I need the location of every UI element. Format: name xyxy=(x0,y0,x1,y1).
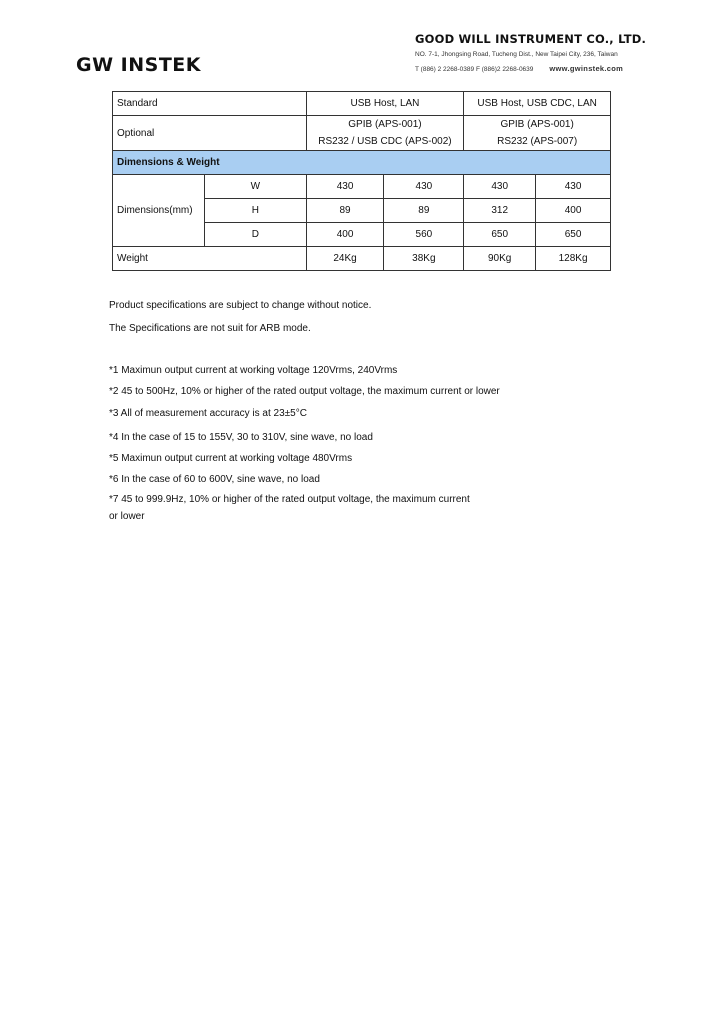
company-name: GOOD WILL INSTRUMENT CO., LTD. xyxy=(415,32,647,46)
dim-value: 89 xyxy=(384,199,464,223)
footnote: *4 In the case of 15 to 155V, 30 to 310V, sine wave, no load xyxy=(109,432,373,443)
section-title: Dimensions & Weight xyxy=(113,151,611,175)
optional-value-2-line2: RS232 (APS-007) xyxy=(497,136,578,147)
dim-value: 89 xyxy=(306,199,384,223)
optional-value-1-line2: RS232 / USB CDC (APS-002) xyxy=(318,136,452,147)
weight-label: Weight xyxy=(113,247,307,271)
table-row xyxy=(113,247,611,271)
note-text: The Specifications are not suit for ARB mode. xyxy=(109,323,311,334)
weight-value: 38Kg xyxy=(384,247,464,271)
optional-value-1 xyxy=(306,116,464,151)
optional-value-2-line1: GPIB (APS-001) xyxy=(500,119,574,130)
dim-value: 650 xyxy=(536,223,611,247)
dim-value: 430 xyxy=(384,175,464,199)
dim-axis: W xyxy=(204,175,306,199)
dim-value: 430 xyxy=(464,175,536,199)
dim-value: 400 xyxy=(536,199,611,223)
weight-value: 90Kg xyxy=(464,247,536,271)
standard-label: Standard xyxy=(113,92,307,116)
website-link[interactable]: www.gwinstek.com xyxy=(549,64,624,73)
phone-fax: T (886) 2 2268-0389 F (886)2 2268-0639 xyxy=(415,66,534,73)
table-row xyxy=(113,92,611,116)
footnote: *5 Maximun output current at working voltage 480Vrms xyxy=(109,453,353,464)
note-text: Product specifications are subject to change without notice. xyxy=(109,300,372,311)
weight-value: 24Kg xyxy=(306,247,384,271)
dimensions-label: Dimensions(mm) xyxy=(113,175,205,247)
dim-value: 312 xyxy=(464,199,536,223)
optional-value-1-line1: GPIB (APS-001) xyxy=(348,119,422,130)
dim-value: 400 xyxy=(306,223,384,247)
footnote: *1 Maximun output current at working voltage 120Vrms, 240Vrms xyxy=(109,365,398,376)
dim-axis: H xyxy=(204,199,306,223)
weight-value: 128Kg xyxy=(536,247,611,271)
footnote: *3 All of measurement accuracy is at 23±5°C xyxy=(109,408,307,419)
footnote: *6 In the case of 60 to 600V, sine wave, no load xyxy=(109,474,320,485)
dim-value: 560 xyxy=(384,223,464,247)
dim-value: 430 xyxy=(536,175,611,199)
optional-value-2 xyxy=(464,116,611,151)
company-header xyxy=(415,32,660,73)
table-row xyxy=(113,151,611,175)
dim-value: 430 xyxy=(306,175,384,199)
dim-value: 650 xyxy=(464,223,536,247)
spec-table xyxy=(112,91,611,271)
optional-label: Optional xyxy=(113,116,307,151)
standard-value-1: USB Host, LAN xyxy=(306,92,464,116)
footnote: or lower xyxy=(109,511,145,522)
footnote: *7 45 to 999.9Hz, 10% or higher of the rated output voltage, the maximum current xyxy=(109,494,470,505)
company-address: NO. 7-1, Jhongsing Road, Tucheng Dist., New Taipei City, 236, Taiwan xyxy=(415,51,618,58)
footnote: *2 45 to 500Hz, 10% or higher of the rated output voltage, the maximum current or lower xyxy=(109,386,500,397)
company-contact xyxy=(415,64,660,73)
company-logo: GW INSTEK xyxy=(76,54,201,76)
table-row xyxy=(113,175,611,199)
table-row xyxy=(113,116,611,151)
dim-axis: D xyxy=(204,223,306,247)
standard-value-2: USB Host, USB CDC, LAN xyxy=(464,92,611,116)
